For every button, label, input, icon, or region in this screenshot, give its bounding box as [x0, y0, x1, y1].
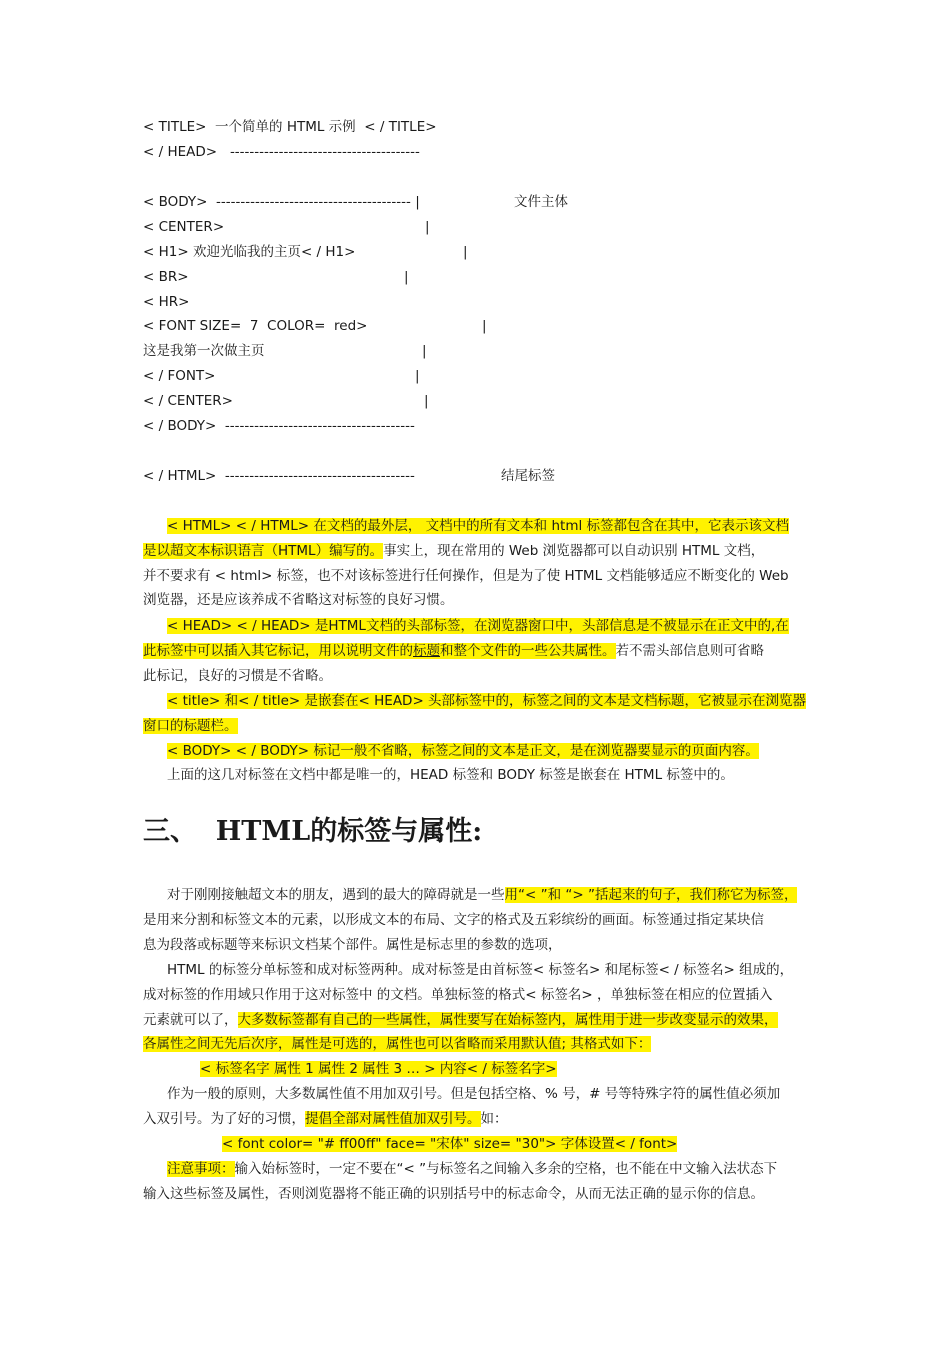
code-center-close: < / CENTER> — [143, 393, 233, 409]
highlight-text: 是以超文本标识语言（HTML）编写的。 — [143, 542, 384, 559]
body-text: 输入这些标签及属性，否则浏览器将不能正确的识别括号中的标志命令，从而无法正确的显示你的信息。 — [143, 1185, 764, 1202]
code-bar: | — [424, 393, 429, 409]
code-font-close: < / FONT> — [143, 368, 216, 384]
body-text: 如： — [480, 1110, 508, 1127]
highlight-text: < title> 和< / title> 是嵌套在< HEAD> 头部标签中的，标签之间的文本是文档标题，它被显示在浏览器 — [167, 693, 807, 709]
paragraph-notes — [143, 1157, 811, 1207]
body-text: 浏览器，还是应该养成不省略这对标签的良好习惯。 — [143, 592, 454, 609]
code-bar: | — [482, 318, 487, 334]
code-bar: | — [404, 269, 409, 285]
body-text: 此标记，良好的习惯是不省略。 — [143, 667, 332, 684]
highlight-text: 窗口的标题栏。 — [143, 717, 238, 734]
code-html-note: 结尾标签 — [501, 468, 555, 484]
paragraph-summary — [143, 763, 811, 788]
code-html-close: < / HTML> --------------------------------------- — [143, 468, 415, 484]
highlight-text: < HEAD> < / HEAD> 是HTML文档的头部标签，在浏览器窗口中，头部信息是不被显示在正文中的,在 — [167, 618, 789, 634]
paragraph-tags-intro — [143, 883, 811, 957]
body-text: 对于刚刚接触超文本的朋友，遇到的最大的障碍就是一些 — [167, 887, 505, 903]
body-text: 元素就可以了， — [143, 1011, 238, 1028]
paragraph-body-tag — [143, 739, 811, 764]
body-text: 并不要求有 < html> 标签，也不对该标签进行任何操作，但是为了使 HTML 文档能够适应不断变化的 Web — [143, 567, 789, 584]
code-h1-line: < H1> 欢迎光临我的主页< / H1> — [143, 244, 356, 260]
code-br-line: < BR> — [143, 269, 189, 285]
body-text: 入双引号。为了好的习惯， — [143, 1110, 305, 1127]
body-text: 上面的这几对标签在文档中都是唯一的，HEAD 标签和 BODY 标签是嵌套在 HTML 标签中的。 — [167, 767, 734, 783]
paragraph-tag-types — [143, 958, 811, 1082]
code-text-line: 这是我第一次做主页 — [143, 343, 265, 359]
code-font-line: < FONT SIZE= 7 COLOR= red> — [143, 318, 368, 334]
body-text: 输入始标签时，一定不要在“< ”与标签名之间输入多余的空格，也不能在中文输入法状态下 — [234, 1161, 778, 1177]
paragraph-html-tag — [143, 514, 811, 613]
body-text: 作为一般的原则，大多数属性值不用加双引号。但是包括空格、% 号，# 号等特殊字符的属性值必须加 — [167, 1086, 781, 1102]
highlight-text: 和整个文件的一些公共属性。 — [440, 642, 616, 659]
code-body-open: < BODY> ---------------------------------------- | — [143, 194, 420, 210]
paragraph-title-tag — [143, 689, 811, 739]
body-text: 成对标签的作用域只作用于这对标签中 的文档。单独标签的格式< 标签名> ，单独标签在相应的位置插入 — [143, 986, 773, 1003]
highlight-text: 此标签中可以插入其它标记，用以说明文件的 — [143, 642, 413, 659]
highlight-underlined-text: 标题 — [413, 642, 440, 659]
notes-label: 注意事项： — [167, 1161, 235, 1177]
code-center-open: < CENTER> — [143, 219, 225, 235]
highlight-text: 用“< ”和 “> ”括起来的句子，我们称它为标签， — [504, 887, 798, 903]
highlight-text: < BODY> < / BODY> 标记一般不省略，标签之间的文本是正文，是在浏览器要显示的页面内容。 — [167, 743, 759, 759]
syntax-example: < 标签名字 属性 1 属性 2 属性 3 … > 内容< / 标签名字> — [200, 1061, 557, 1078]
body-text: 息为段落或标题等来标识文档某个部件。属性是标志里的参数的选项， — [143, 936, 562, 953]
body-text: 是用来分割和标签文本的元素，以形成文本的布局、文字的格式及五彩缤纷的画面。标签通过指定某块信 — [143, 911, 764, 928]
body-text: 若不需头部信息则可省略 — [615, 642, 764, 659]
highlight-text: 大多数标签都有自己的一些属性，属性要写在始标签内，属性用于进一步改变显示的效果， — [237, 1011, 778, 1028]
code-bar: | — [425, 219, 430, 235]
code-body-close: < / BODY> --------------------------------------- — [143, 418, 415, 434]
paragraph-head-tag — [143, 614, 811, 688]
code-title-line: < TITLE> 一个简单的 HTML 示例 < / TITLE> — [143, 119, 437, 135]
body-text: HTML 的标签分单标签和成对标签两种。成对标签是由首标签< 标签名> 和尾标签< / 标签名> 组成的， — [167, 962, 794, 978]
section-heading: 三、 HTML的标签与属性: — [143, 816, 483, 847]
font-tag-example: < font color= "# ff00ff" face= "宋体" size= "30"> 字体设置< / font> — [222, 1135, 678, 1152]
paragraph-quotes — [143, 1082, 811, 1156]
highlight-text: 各属性之间无先后次序，属性是可选的，属性也可以省略而采用默认值; 其格式如下： — [143, 1036, 652, 1053]
code-body-note: 文件主体 — [514, 194, 568, 210]
body-text: 事实上，现在常用的 Web 浏览器都可以自动识别 HTML 文档， — [383, 542, 765, 559]
code-bar: | — [463, 244, 468, 260]
code-bar: | — [422, 343, 427, 359]
code-head-close: < / HEAD> --------------------------------------- — [143, 144, 420, 160]
code-bar: | — [415, 368, 420, 384]
highlight-text: 提倡全部对属性值加双引号。 — [305, 1110, 481, 1127]
highlight-text: < HTML> < / HTML> 在文档的最外层， 文档中的所有文本和 html 标签都包含在其中，它表示该文档 — [167, 518, 790, 534]
code-hr-line: < HR> — [143, 294, 190, 310]
